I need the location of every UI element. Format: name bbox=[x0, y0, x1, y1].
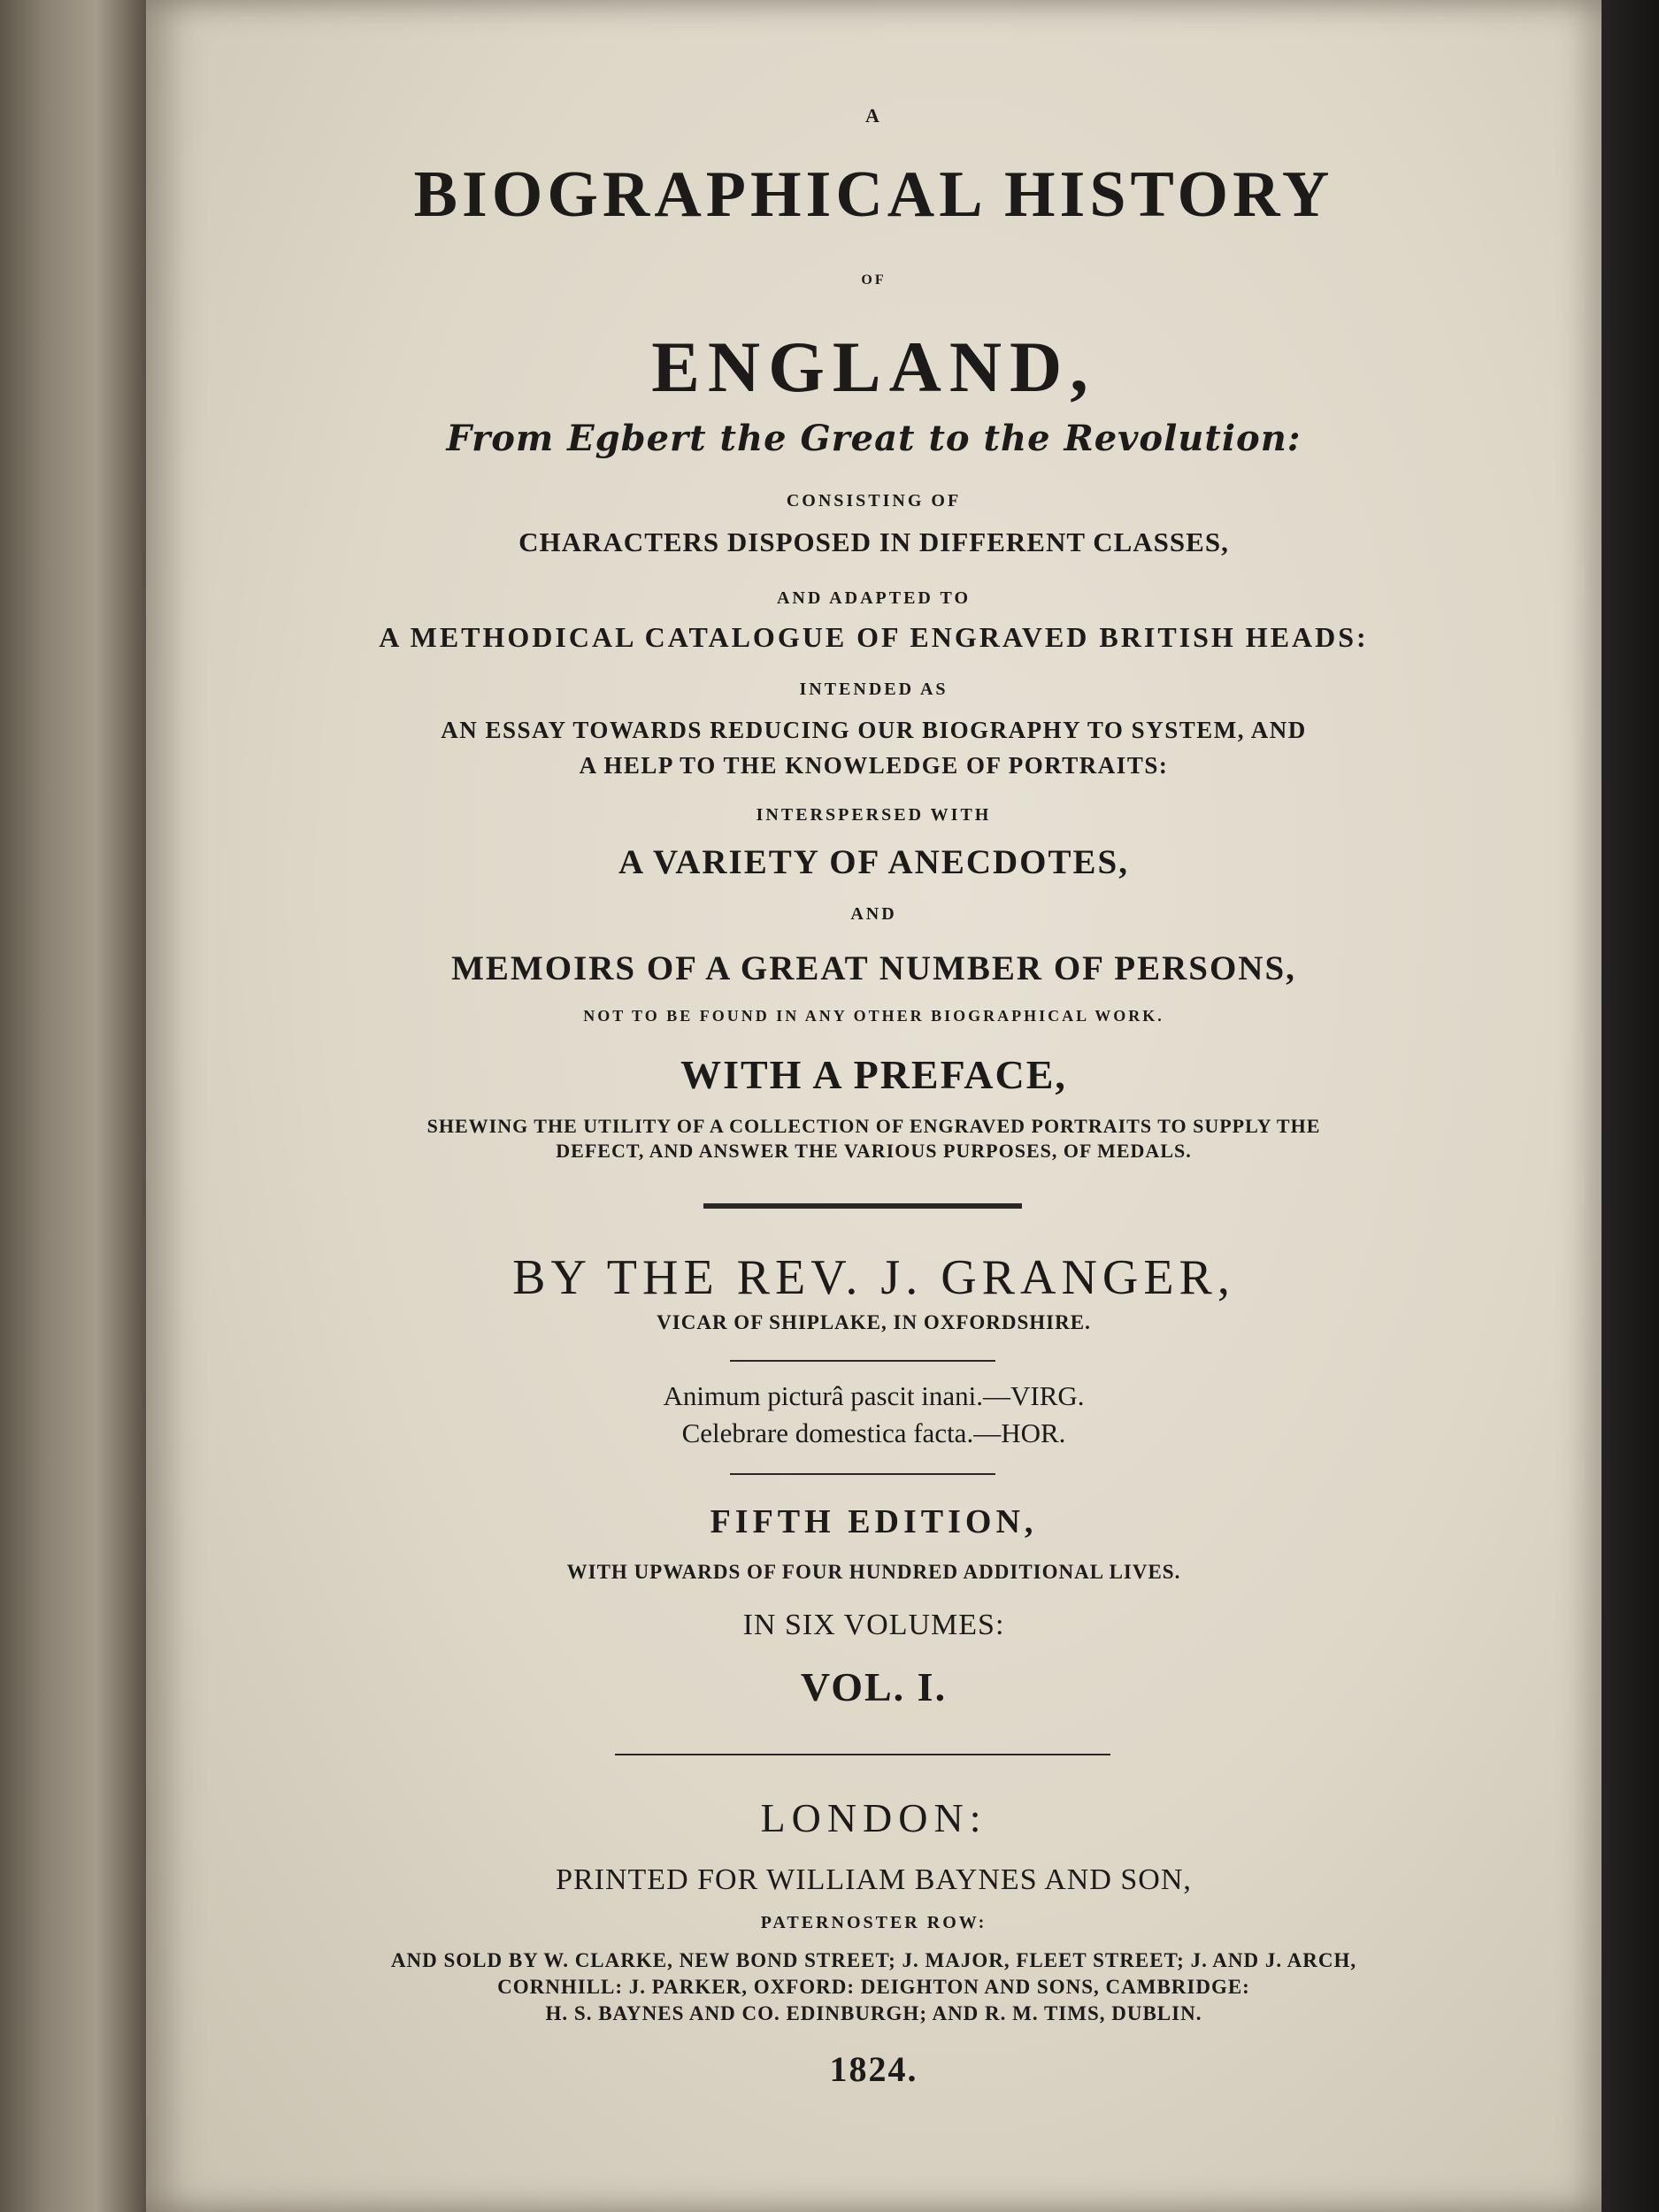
essay-line-2: A HELP TO THE KNOWLEDGE OF PORTRAITS: bbox=[579, 752, 1169, 779]
thin-rule-3 bbox=[615, 1754, 1110, 1755]
paternoster-row: PATERNOSTER ROW: bbox=[760, 1913, 987, 1932]
additional-lives: WITH UPWARDS OF FOUR HUNDRED ADDITIONAL LIVES. bbox=[566, 1561, 1181, 1583]
author-line: BY THE REV. J. GRANGER, bbox=[512, 1250, 1235, 1305]
characters-line: CHARACTERS DISPOSED IN DIFFERENT CLASSES, bbox=[518, 526, 1229, 557]
intended-as: INTENDED AS bbox=[799, 680, 949, 699]
thick-rule bbox=[703, 1203, 1022, 1209]
with-preface: WITH A PREFACE, bbox=[680, 1052, 1067, 1097]
city-line: LONDON: bbox=[760, 1795, 987, 1840]
publication-year: 1824. bbox=[829, 2049, 918, 2089]
volumes-line: IN SIX VOLUMES: bbox=[742, 1609, 1005, 1641]
not-found-line: NOT TO BE FOUND IN ANY OTHER BIOGRAPHICAL WORK. bbox=[583, 1007, 1164, 1025]
title-page-text bbox=[146, 0, 1601, 2212]
methodical-catalogue: A METHODICAL CATALOGUE OF ENGRAVED BRITISH HEADS: bbox=[379, 621, 1369, 653]
essay-line-1: AN ESSAY TOWARDS REDUCING OUR BIOGRAPHY TO SYSTEM, AND bbox=[441, 717, 1307, 743]
memoirs-line: MEMOIRS OF A GREAT NUMBER OF PERSONS, bbox=[451, 949, 1296, 987]
shewing-line-1: SHEWING THE UTILITY OF A COLLECTION OF ENGRAVED PORTRAITS TO SUPPLY THE bbox=[426, 1115, 1321, 1137]
title-subtitle: From Egbert the Great to the Revolution: bbox=[446, 418, 1302, 459]
edition-line: FIFTH EDITION, bbox=[710, 1503, 1038, 1540]
printed-for: PRINTED FOR WILLIAM BAYNES AND SON, bbox=[556, 1863, 1192, 1896]
thin-rule-1 bbox=[730, 1360, 995, 1362]
sold-line-1: AND SOLD BY W. CLARKE, NEW BOND STREET; J. MAJOR, FLEET STREET; J. AND J. ARCH, bbox=[390, 1949, 1357, 1971]
title-page bbox=[146, 0, 1601, 2212]
book-binding-edge bbox=[0, 0, 155, 2212]
motto-horace: Celebrare domestica facta.—HOR. bbox=[681, 1417, 1066, 1448]
motto-virgil: Animum picturâ pascit inani.—VIRG. bbox=[663, 1380, 1085, 1411]
volume-number: VOL. I. bbox=[800, 1664, 948, 1709]
shewing-line-2: DEFECT, AND ANSWER THE VARIOUS PURPOSES, OF MEDALS. bbox=[556, 1140, 1192, 1162]
title-article: A bbox=[865, 104, 882, 127]
and-line: AND bbox=[850, 904, 897, 924]
title-of: OF bbox=[861, 273, 887, 288]
consisting-of: CONSISTING OF bbox=[786, 491, 962, 511]
thin-rule-2 bbox=[730, 1473, 995, 1475]
anecdotes-line: A VARIETY OF ANECDOTES, bbox=[618, 843, 1129, 881]
author-title: VICAR OF SHIPLAKE, IN OXFORDSHIRE. bbox=[657, 1311, 1091, 1333]
and-adapted-to: AND ADAPTED TO bbox=[776, 588, 972, 608]
title-country: ENGLAND, bbox=[651, 326, 1096, 407]
title-main: BIOGRAPHICAL HISTORY bbox=[413, 158, 1334, 231]
sold-line-2: CORNHILL: J. PARKER, OXFORD: DEIGHTON AND SONS, CAMBRIDGE: bbox=[497, 1976, 1250, 1998]
interspersed-with: INTERSPERSED WITH bbox=[756, 805, 992, 825]
sold-line-3: H. S. BAYNES AND CO. EDINBURGH; AND R. M. TIMS, DUBLIN. bbox=[545, 2002, 1202, 2024]
